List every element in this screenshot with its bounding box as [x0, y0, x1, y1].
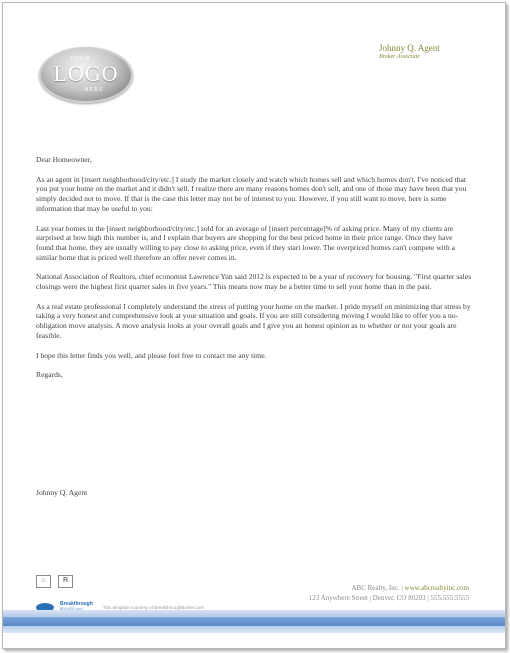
paragraph-1: As an agent in [insert neighborhood/city/etc.] I study the market closely and watch which homes sell and which homes don't. I've noticed that you put your home on the market and it didn't sell. I realize there are many reasons homes don't sell, and one of those may have been that you simply decided not to move. If that is the case this letter may not be of interest to you. However, if you still want to move, here is some information that may be useful to you: — [36, 174, 467, 213]
agent-name: Johnny Q. Agent — [379, 43, 440, 53]
letter-body — [36, 155, 472, 390]
footer-band-top — [3, 610, 505, 617]
company-name: ABC Realty, Inc. — [351, 584, 400, 592]
template-credit: This template courtesy of BreakthroughBroker.com — [102, 604, 205, 610]
letter-page — [2, 2, 506, 649]
logo-placeholder — [39, 47, 133, 103]
logo-main-text: LOGO — [53, 61, 119, 86]
logo-bottom-text: HERE — [84, 87, 104, 93]
paragraph-4: As a real estate professional I completely understand the stress of putting your home on the market. I pride myself on minimizing that stress by taking a very honest and comprehensive look at your situation and goals. If you are still considering moving I would like to offer you a no-obligation move analysis. A move analysis looks at your overall goals and I give you an honest opinion as to whether or not your goals are feasible. — [36, 301, 471, 340]
realtor-icon: R — [58, 575, 73, 588]
footer-icons — [36, 575, 76, 593]
breakthrough-name: Breakthrough — [60, 601, 93, 608]
signature: Johnny Q. Agent — [36, 488, 88, 497]
paragraph-5: I hope this letter finds you well, and please feel free to contact me any time. — [36, 350, 267, 360]
agent-header — [379, 43, 469, 60]
equal-housing-icon: ⌂ — [36, 575, 51, 588]
address: 123 Anywhere Street — [308, 594, 368, 602]
paragraph-3: National Association of Realtors, chief economist Lawrence Yun said 2012 is expected to be a year of recovery for housing. "First quarter sales closings were the highest first quarter sales in five years." This means now may be a better time to sell your home than in the past. — [36, 272, 472, 292]
footer-band-bottom — [3, 626, 505, 633]
city: Denver, CO 80203 — [372, 594, 426, 602]
company-url[interactable]: www.abcrealtyinc.com — [404, 584, 469, 592]
salutation: Dear Homeowner, — [36, 155, 92, 164]
phone: 555.555.5555 — [430, 594, 469, 602]
footer-contact: ABC Realty, Inc. | www.abcrealtyinc.com 123 Anywhere Street | Denver, CO 80203 | 555.555.5555 — [308, 584, 469, 602]
logo-top-text: YOUR — [69, 56, 91, 62]
closing: Regards, — [36, 370, 63, 380]
paragraph-2: Last year homes in the [insert neighborhood/city/etc.] sold for an average of [insert percentage]% of asking price. Many of my clients are surprised at how high this number is, and I explain that buyers are shopping for the best priced home in their price range. Once they have found that home, they are usually willing to pay close to asking price, even if they start lower. The overpriced homes can't compete with a similar home that is priced well therefore an offer never comes in. — [36, 223, 455, 262]
agent-title: Broker Associate — [379, 54, 420, 60]
footer-band-middle — [3, 617, 505, 626]
